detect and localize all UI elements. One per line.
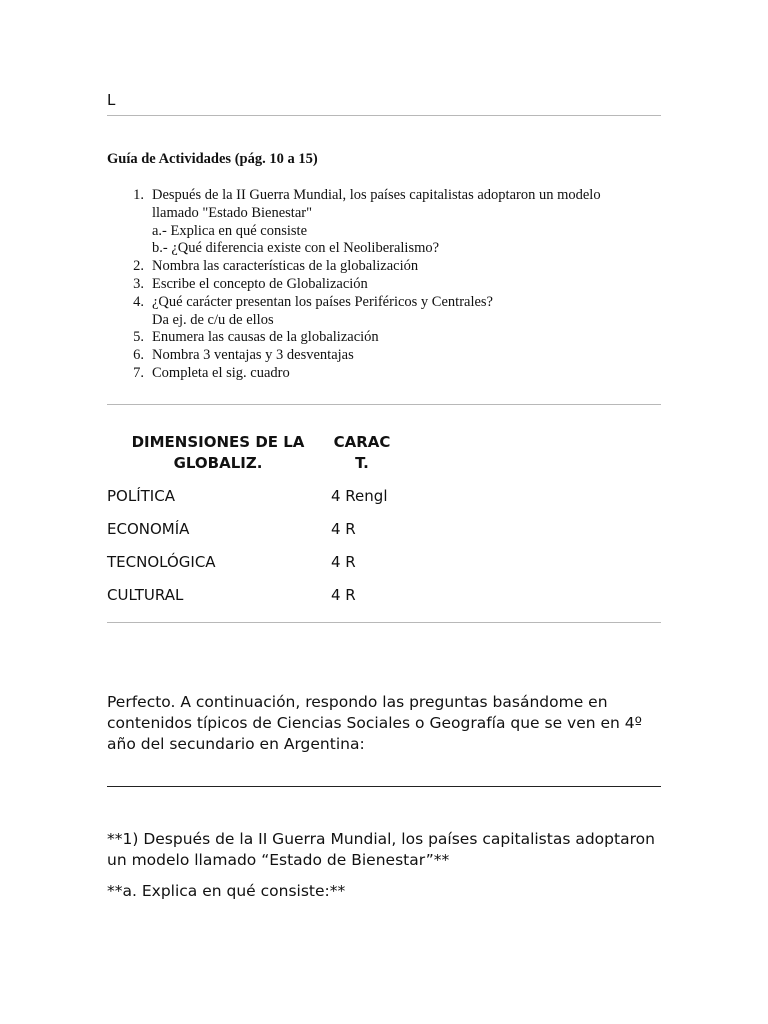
activity-number: 1. [133,187,144,203]
question-1a-heading: **a. Explica en qué consiste:** [107,882,346,900]
activity-text: b.- ¿Qué diferencia existe con el Neoliberalismo? [152,240,440,257]
guide-title: Guía de Actividades (pág. 10 a 15) [107,151,318,167]
question-1-heading: **1) Después de la II Guerra Mundial, los países capitalistas adoptaron un modelo llamado “Estado de Bienestar”** [107,830,655,869]
table-cell-dimension: CULTURAL [107,586,184,604]
activity-number: 2. [133,258,144,275]
activity-item [107,365,661,383]
activity-item [107,258,661,276]
activity-number: 7. [133,364,144,381]
activity-number: 5. [133,329,144,346]
activity-item [107,329,661,347]
response-intro: Perfecto. A continuación, respondo las preguntas basándome en contenidos típicos de Ciencias Sociales o Geografía que se ven en 4º año del secundario en Argentina: [107,693,642,753]
activity-number: 3. [133,275,144,292]
activity-text: ¿Qué carácter presentan los países Periféricos y Centrales? [152,293,493,310]
table-cell-caract: 4 R [331,553,356,571]
table-cell-caract: 4 Rengl [331,487,388,505]
activity-number: 6. [133,347,144,364]
activity-text: Completa el sig. cuadro [152,364,290,381]
table-cell-dimension: TECNOLÓGICA [107,553,216,571]
table-header-caract [322,432,402,474]
activity-text: llamado "Estado Bienestar" [152,204,313,221]
table-cell-caract: 4 R [331,520,356,538]
activity-text: Escribe el concepto de Globalización [152,275,368,292]
activity-text: Nombra 3 ventajas y 3 desventajas [152,347,354,364]
divider-before-table [107,404,661,405]
header-letter: L [107,91,116,109]
table-cell-dimension: POLÍTICA [107,487,175,505]
activity-item [107,347,661,365]
activity-text: Da ej. de c/u de ellos [152,311,274,328]
table-header-text: T. [355,454,369,472]
activity-item [107,294,661,330]
activity-item [107,187,661,258]
activity-text: a.- Explica en qué consiste [152,222,308,239]
divider-response [107,786,661,787]
activity-text: Nombra las características de la globalización [152,258,419,275]
divider-after-table [107,622,661,623]
table-cell-dimension: ECONOMÍA [107,520,190,538]
table-header-text: GLOBALIZ. [173,454,263,472]
table-header-dimensions [115,432,321,474]
activity-text: Enumera las causas de la globalización [152,329,379,346]
activity-list [107,187,661,383]
table-cell-caract: 4 R [331,586,356,604]
activity-text: Después de la II Guerra Mundial, los países capitalistas adoptaron un modelo [152,187,601,203]
table-header-text: DIMENSIONES DE LA [131,433,305,451]
divider-top [107,115,661,116]
activity-number: 4. [133,293,144,310]
table-header-text: CARAC [333,433,391,451]
activity-item [107,276,661,294]
